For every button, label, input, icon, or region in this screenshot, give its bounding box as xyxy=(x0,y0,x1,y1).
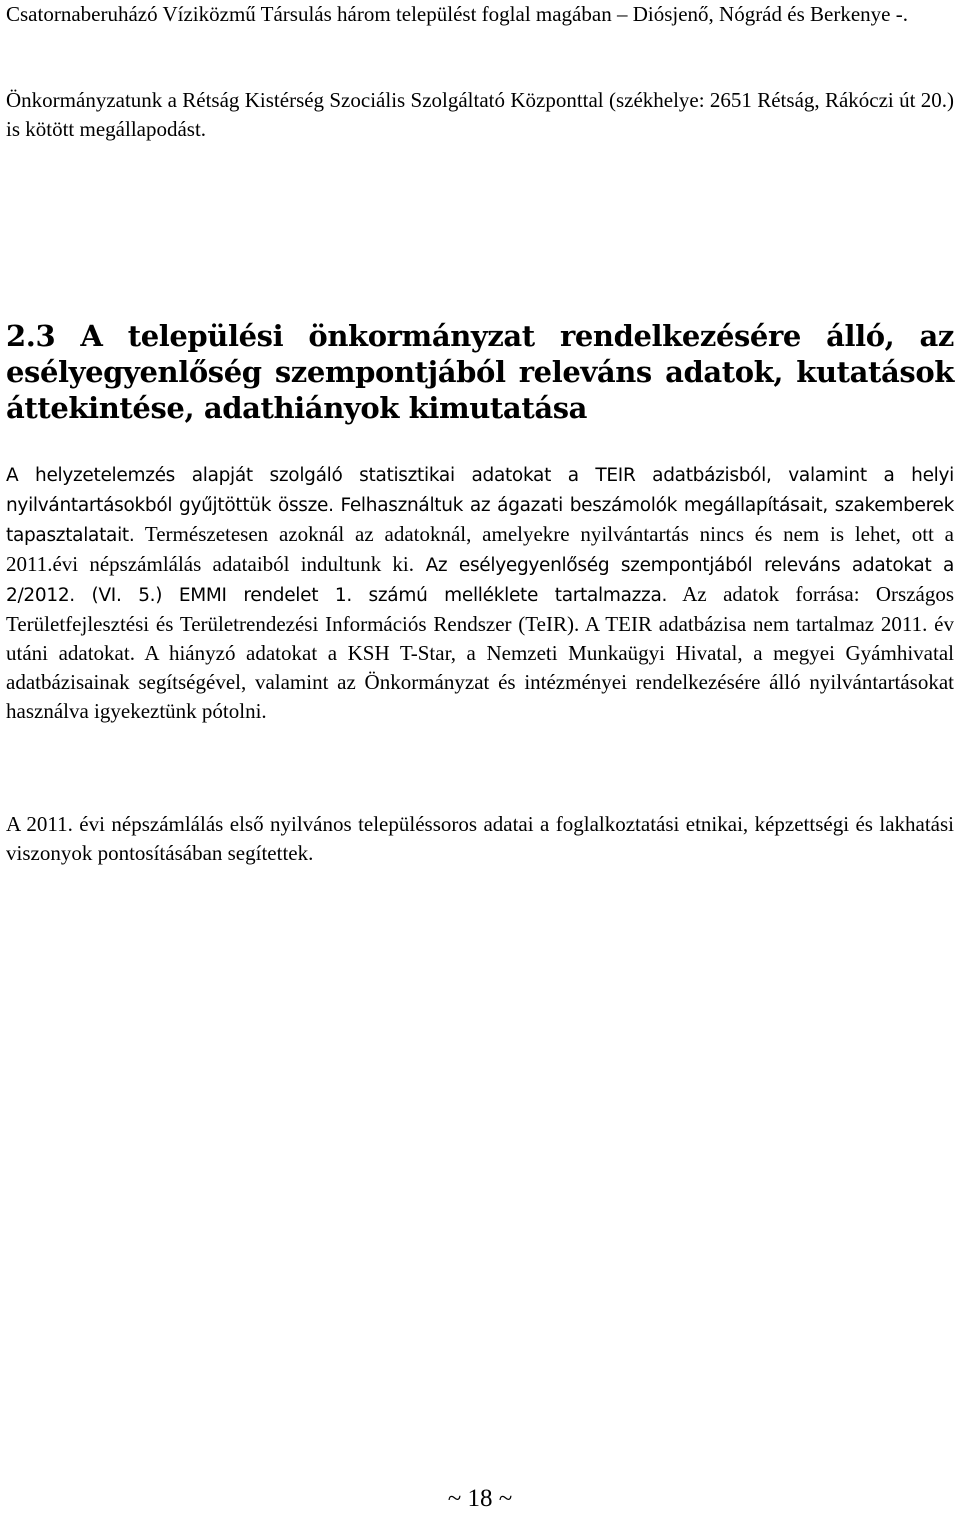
body-text-sans-a: A helyzetelemzés alapját szolgáló statisztikai adatokat a TEIR adatbázisból, valamint a helyi nyilvántartásokból gyűjtöttük össze. Felhasználtuk az ágazati beszámolók megállapításait, szakemberek tapasztalatait. xyxy=(6,465,954,546)
intro-paragraph-1: Csatornaberuházó Víziközmű Társulás három települést foglal magában – Diósjenő, Nógrád és Berkenye -. xyxy=(6,2,908,26)
body-paragraph-2: A 2011. évi népszámlálás első nyilvános településsoros adatai a foglalkoztatási etnikai, képzettségi és lakhatási viszonyok pontosításában segítettek. xyxy=(6,812,954,865)
body-paragraph-1 xyxy=(6,460,954,726)
body-text-sans-b: Az esélyegyenlőség szempontjából releváns adatokat a 2/2012. (VI. 5.) EMMI rendelet 1. számú melléklete tartalmazza. xyxy=(6,555,954,606)
document-page xyxy=(6,0,954,1513)
page-number: ~ 18 ~ xyxy=(447,1485,513,1512)
body-text-serif-b: Az adatok forrása: Országos Területfejlesztési és Területrendezési Információs Rendszer (TeIR). A TEIR adatbázisa nem tartalmaz 2011. év utáni adatokat. A hiányzó adatokat a KSH T-Star, a Nemzeti Munkaügyi Hivatal, a megyei Gyámhivatal adatbázisainak segítségével, valamint az Önkormányzat és intézményei rendelkezésére álló nyilvántartásokat használva igyekeztünk pótolni. xyxy=(6,582,955,723)
section-heading: 2.3 A települési önkormányzat rendelkezésére álló, az esélyegyenlőség szempontjából releváns adatok, kutatások áttekintése, adathiányok kimutatása xyxy=(6,319,954,425)
intro-paragraph-2: Önkormányzatunk a Rétság Kistérség Szociális Szolgáltató Központtal (székhelye: 2651 Rétság, Rákóczi út 20.) is kötött megállapodást. xyxy=(6,88,954,141)
body-text-serif-a: Természetesen azoknál az adatoknál, amelyekre nyilvántartás nincs és nem is lehet, ott a 2011.évi népszámlálás adataiból indultunk ki. xyxy=(6,522,954,576)
